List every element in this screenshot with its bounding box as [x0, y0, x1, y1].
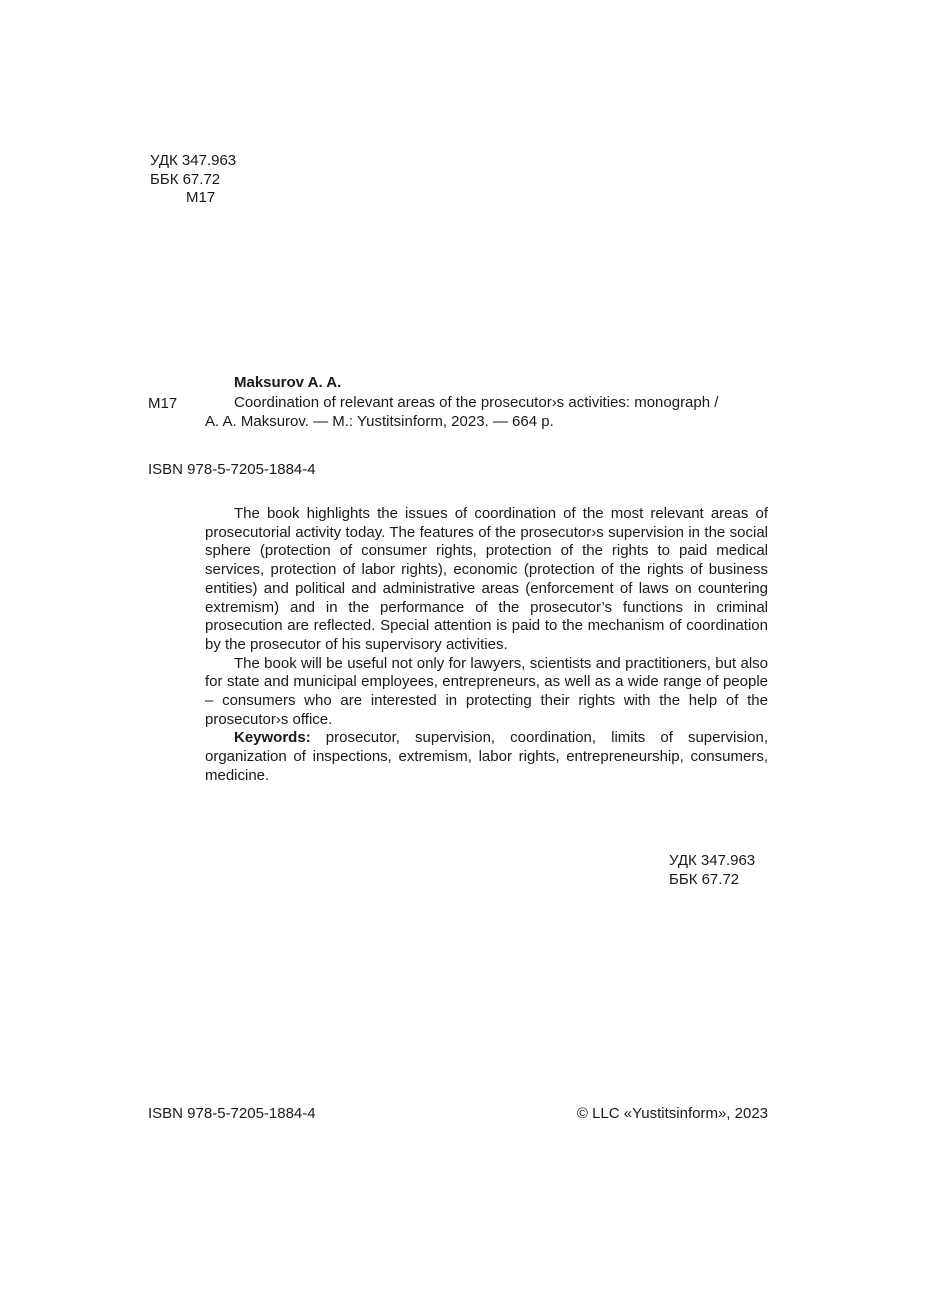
bbk-code-top: ББК 67.72 — [150, 171, 221, 188]
udk-code-bottom: УДК 347.963 — [669, 852, 756, 869]
title-line-1: Coordination of relevant areas of the prosecutor›s activities: monograph / — [234, 394, 719, 411]
annotation-paragraph-2: The book will be useful not only for lawyers, scientists and practitioners, but also for state and municipal employees, entrepreneurs, as well as a wide range of people – consumers who are interested in protecting their rights with the help of the prosecutor›s office. — [205, 654, 768, 728]
keywords-paragraph — [205, 729, 768, 785]
copyright: © LLC «Yustitsinform», 2023 — [576, 1105, 768, 1122]
author-mark-top: М17 — [186, 189, 216, 206]
annotation — [205, 505, 768, 786]
isbn-top: ISBN 978-5-7205-1884-4 — [148, 461, 316, 478]
udk-code-top: УДК 347.963 — [150, 152, 237, 169]
author-name: Maksurov A. A. — [234, 374, 342, 391]
annotation-paragraph-1: The book highlights the issues of coordination of the most relevant areas of prosecutorial activity today. The features of the prosecutor›s supervision in the social sphere (protection of consumer rights, protection of the rights to paid medical services, protection of labor rights), economic (protection of the rights of business entities) and political and administrative areas (enforcement of laws on countering extremism) and in the performance of the prosecutor’s functions in criminal prosecution are reflected. Special attention is paid to the mechanism of coordination by the prosecutor of his supervisory activities. — [205, 505, 768, 653]
keywords-label: Keywords: — [234, 729, 311, 747]
isbn-bottom: ISBN 978-5-7205-1884-4 — [148, 1105, 316, 1122]
author-mark-left: M17 — [148, 395, 178, 412]
bbk-code-bottom: ББК 67.72 — [669, 871, 740, 888]
keywords-text: prosecutor, supervision, coordination, limits of supervision, organization of inspections, extremism, labor rights, entrepreneurship, consumers, medicine. — [205, 729, 768, 784]
title-line-2: A. A. Maksurov. — M.: Yustitsinform, 2023. — 664 p. — [205, 413, 554, 430]
